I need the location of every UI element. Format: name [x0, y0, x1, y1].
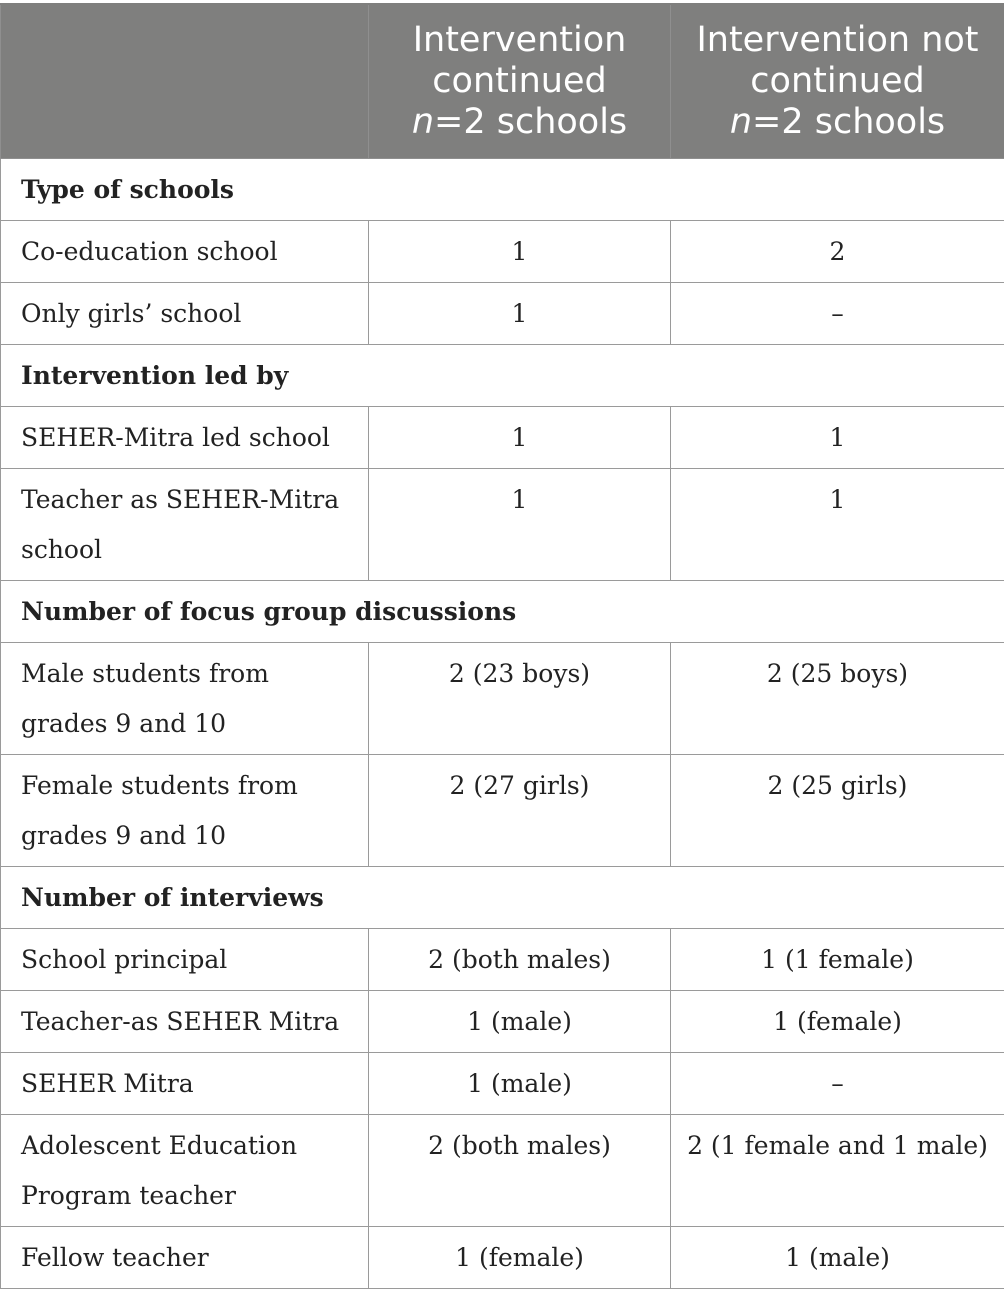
value-continued: 1 (male) — [369, 1053, 671, 1115]
section-title: Intervention led by — [1, 345, 1004, 407]
header-col2-n: n — [411, 102, 434, 142]
header-col3-line2: continued — [750, 61, 925, 101]
header-col2-line3 — [377, 102, 662, 143]
value-continued: 1 — [369, 407, 671, 469]
row-label: Adolescent Education Program teacher — [1, 1115, 369, 1227]
value-continued: 2 (both males) — [369, 1115, 671, 1227]
value-continued: 1 — [369, 469, 671, 581]
header-intervention-continued — [369, 4, 671, 159]
header-col2-line1: Intervention — [412, 20, 627, 60]
row-label: Teacher-as SEHER Mitra — [1, 991, 369, 1053]
value-not-continued: – — [671, 1053, 1004, 1115]
header-col2-line2: continued — [432, 61, 607, 101]
section-title: Number of focus group discussions — [1, 581, 1004, 643]
header-col3-line3 — [679, 102, 996, 143]
section-row — [1, 159, 1004, 221]
row-label: Female students from grades 9 and 10 — [1, 755, 369, 867]
table-row — [1, 991, 1004, 1053]
section-title: Type of schools — [1, 159, 1004, 221]
value-continued: 2 (23 boys) — [369, 643, 671, 755]
value-continued: 1 (male) — [369, 991, 671, 1053]
section-row — [1, 345, 1004, 407]
table-row — [1, 1227, 1004, 1289]
section-title: Number of interviews — [1, 867, 1004, 929]
row-label: School principal — [1, 929, 369, 991]
value-not-continued: 1 (female) — [671, 991, 1004, 1053]
table-row — [1, 643, 1004, 755]
header-col3-n-rest: =2 schools — [752, 102, 946, 142]
value-not-continued: – — [671, 283, 1004, 345]
value-not-continued: 1 — [671, 469, 1004, 581]
value-continued: 1 — [369, 221, 671, 283]
table-row — [1, 1053, 1004, 1115]
value-not-continued: 1 (male) — [671, 1227, 1004, 1289]
table-row — [1, 755, 1004, 867]
header-empty-cell — [1, 4, 369, 159]
row-label: SEHER Mitra — [1, 1053, 369, 1115]
study-characteristics-table — [0, 3, 1004, 1289]
table-row — [1, 283, 1004, 345]
row-label: Fellow teacher — [1, 1227, 369, 1289]
table-row — [1, 221, 1004, 283]
value-continued: 2 (both males) — [369, 929, 671, 991]
value-continued: 2 (27 girls) — [369, 755, 671, 867]
table-row — [1, 469, 1004, 581]
header-intervention-not-continued — [671, 4, 1004, 159]
section-row — [1, 867, 1004, 929]
header-col3-n: n — [729, 102, 752, 142]
header-col2-n-rest: =2 schools — [434, 102, 628, 142]
table-row — [1, 407, 1004, 469]
value-not-continued: 2 (25 boys) — [671, 643, 1004, 755]
header-row — [1, 4, 1004, 159]
value-continued: 1 (female) — [369, 1227, 671, 1289]
table-row — [1, 929, 1004, 991]
value-not-continued: 1 — [671, 407, 1004, 469]
row-label: Co-education school — [1, 221, 369, 283]
row-label: Teacher as SEHER-Mitra school — [1, 469, 369, 581]
row-label: Only girls’ school — [1, 283, 369, 345]
row-label: Male students from grades 9 and 10 — [1, 643, 369, 755]
header-col3-line1: Intervention not — [696, 20, 979, 60]
value-not-continued: 2 (25 girls) — [671, 755, 1004, 867]
value-continued: 1 — [369, 283, 671, 345]
table-row — [1, 1115, 1004, 1227]
value-not-continued: 2 — [671, 221, 1004, 283]
row-label: SEHER-Mitra led school — [1, 407, 369, 469]
value-not-continued: 1 (1 female) — [671, 929, 1004, 991]
section-row — [1, 581, 1004, 643]
value-not-continued: 2 (1 female and 1 male) — [671, 1115, 1004, 1227]
